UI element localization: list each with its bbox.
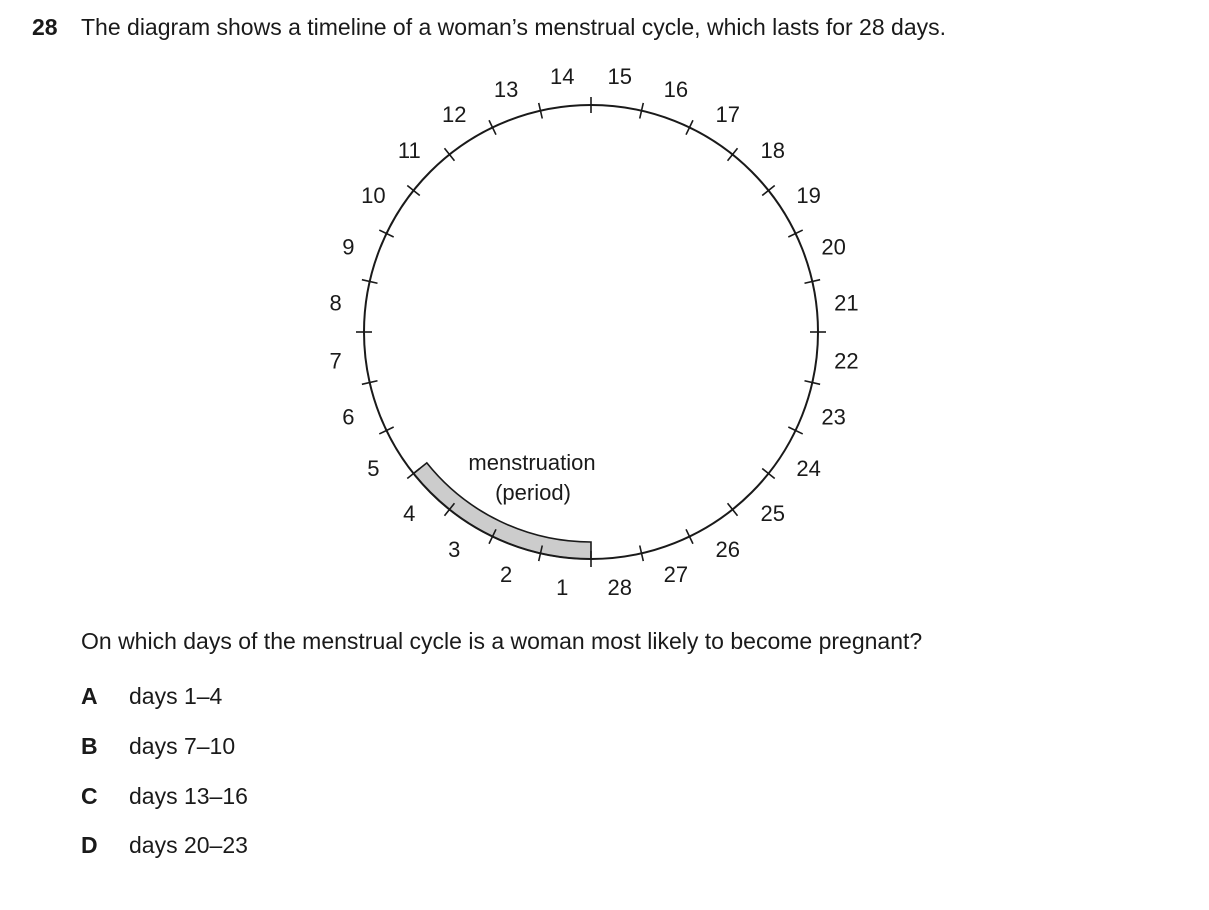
tick-mark [444, 148, 454, 161]
tick-mark [728, 148, 738, 161]
day-label: 1 [556, 574, 569, 600]
option-letter: C [81, 783, 98, 809]
day-label: 3 [448, 537, 461, 563]
day-label: 17 [715, 101, 740, 127]
day-label: 20 [821, 234, 846, 260]
tick-mark [686, 529, 693, 543]
tick-mark [762, 185, 775, 195]
day-label: 27 [663, 562, 689, 588]
tick-mark [686, 120, 693, 134]
tick-marks [356, 97, 826, 567]
day-label: 12 [442, 101, 467, 127]
tick-mark [489, 120, 496, 134]
day-label: 23 [821, 404, 846, 430]
day-label: 7 [329, 348, 342, 374]
day-label: 24 [796, 456, 821, 482]
option-d[interactable] [81, 832, 248, 859]
option-text: days 1–4 [129, 683, 223, 709]
option-text: days 20–23 [129, 832, 248, 858]
tick-mark [788, 427, 802, 434]
menstruation-band [414, 463, 591, 559]
day-label: 8 [329, 290, 342, 316]
day-label: 21 [834, 290, 859, 316]
tick-mark [728, 503, 738, 516]
day-label: 18 [760, 137, 785, 163]
option-text: days 7–10 [129, 733, 236, 759]
option-b[interactable] [81, 733, 235, 760]
menstruation-label: menstruation [468, 450, 596, 475]
day-label: 26 [715, 537, 740, 563]
question-number: 28 [32, 14, 58, 40]
day-label: 6 [342, 404, 355, 430]
tick-mark [788, 230, 802, 237]
day-label: 4 [403, 501, 416, 527]
option-text: days 13–16 [129, 783, 248, 809]
option-letter: B [81, 733, 98, 759]
day-label: 9 [342, 234, 355, 260]
tick-mark [379, 230, 393, 237]
tick-mark [407, 185, 420, 195]
day-label: 14 [549, 64, 575, 90]
day-label: 13 [493, 76, 519, 102]
day-labels [329, 64, 858, 600]
day-label: 28 [607, 574, 633, 600]
day-label: 19 [796, 182, 821, 208]
day-label: 25 [760, 501, 785, 527]
question-stem: The diagram shows a timeline of a woman’s menstrual cycle, which lasts for 28 days. [81, 14, 947, 40]
day-label: 2 [499, 562, 513, 588]
option-c[interactable] [81, 783, 248, 810]
day-label: 11 [397, 137, 421, 163]
question-prompt: On which days of the menstrual cycle is a woman most likely to become pregnant? [81, 628, 923, 654]
day-label: 10 [361, 182, 386, 208]
tick-mark [762, 469, 775, 479]
tick-mark [379, 427, 393, 434]
day-label: 16 [663, 76, 689, 102]
option-letter: D [81, 832, 98, 858]
menstruation-label-period: (period) [495, 480, 571, 505]
option-letter: A [81, 683, 98, 709]
day-label: 22 [834, 348, 859, 374]
day-label: 5 [367, 456, 380, 482]
day-label: 15 [607, 64, 633, 90]
option-a[interactable] [81, 683, 222, 710]
